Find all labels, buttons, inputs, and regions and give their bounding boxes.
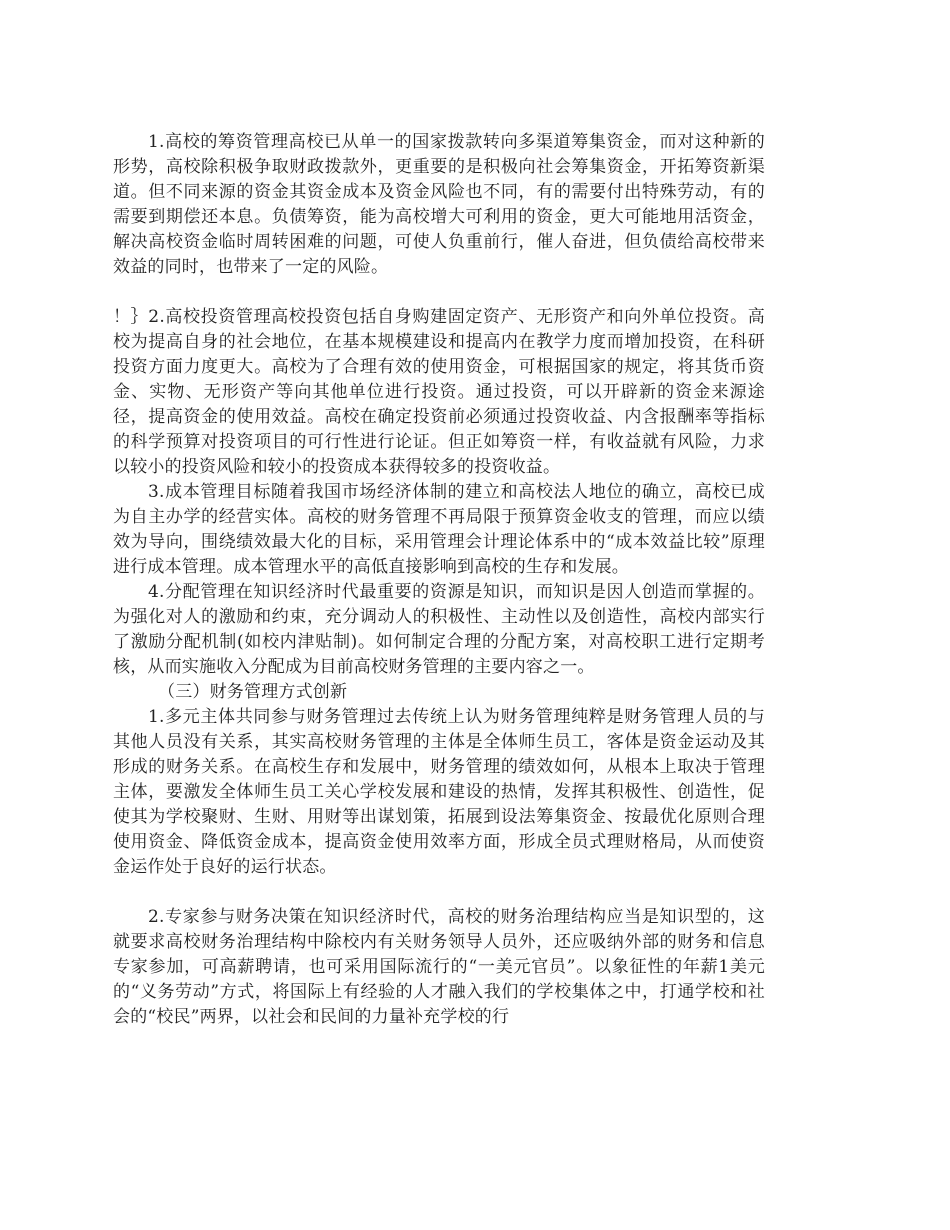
paragraph-multi-subject-participation: 1.多元主体共同参与财务管理过去传统上认为财务管理纯粹是财务管理人员的与其他人员没有关系，其实高校财务管理的主体是全体师生员工，客体是资金运动及其形成的财务关系。在高校生存和发展中，财务管理的绩效如何，从根本上取决于管理主体，要激发全体师生员工关心学校发展和建设的热情，发挥其积极性、创造性，促使其为学校聚财、生财、用财等出谋划策，拓展到设法筹集资金、按最优化原则合理使用资金、降低资金成本，提高资金使用效率方面，形成全员式理财格局，从而使资金运作处于良好的运行状态。 <box>113 707 765 877</box>
paragraph-fundraising-management: 1.高校的筹资管理高校已从单一的国家拨款转向多渠道筹集资金，而对这种新的形势，高校除积极争取财政拨款外，更重要的是积极向社会筹集资金，开拓筹资新渠道。但不同来源的资金其资金成本及资金风险也不同，有的需要付出特殊劳动，有的需要到期偿还本息。负债筹资，能为高校增大可利用的资金，更大可能地用活资金，解决高校资金临时周转困难的问题，可使人负重前行，催人奋进，但负债给高校带来效益的同时，也带来了一定的风险。 <box>113 132 765 277</box>
section-heading-financial-management-innovation: （三）财务管理方式创新 <box>158 682 348 702</box>
paragraph-investment-management: ！｝2.高校投资管理高校投资包括自身购建固定资产、无形资产和向外单位投资。高校为提高自身的社会地位，在基本规模建设和提高内在教学力度而增加投资，在科研投资方面力度更大。高校为了合理有效的使用资金，可根据国家的规定，将其货币资金、实物、无形资产等向其他单位进行投资。通过投资，可以开辟新的资金来源途径，提高资金的使用效益。高校在确定投资前必须通过投资收益、内含报酬率等指标的科学预算对投资项目的可行性进行论证。但正如筹资一样，有收益就有风险，力求以较小的投资风险和较小的投资成本获得较多的投资收益。 <box>113 307 765 477</box>
document-body <box>113 130 765 1030</box>
paragraph-expert-participation: 2.专家参与财务决策在知识经济时代，高校的财务治理结构应当是知识型的，这就要求高校财务治理结构中除校内有关财务领导人员外，还应吸纳外部的财务和信息专家参加，可高薪聘请，也可采用国际流行的“一美元官员”。以象征性的年薪1美元的“义务劳动”方式，将国际上有经验的人才融入我们的学校集体之中，打通学校和社会的“校民”两界，以社会和民间的力量补充学校的行 <box>113 907 765 1027</box>
paragraph-cost-management: 3.成本管理目标随着我国市场经济体制的建立和高校法人地位的确立，高校已成为自主办学的经营实体。高校的财务管理不再局限于预算资金收支的管理，而应以绩效为导向，围绕绩效最大化的目标，采用管理会计理论体系中的“成本效益比较”原理进行成本管理。成本管理水平的高低直接影响到高校的生存和发展。 <box>113 482 765 577</box>
paragraph-distribution-management: 4.分配管理在知识经济时代最重要的资源是知识，而知识是因人创造而掌握的。为强化对人的激励和约束，充分调动人的积极性、主动性以及创造性，高校内部实行了激励分配机制(如校内津贴制)。如何制定合理的分配方案，对高校职工进行定期考核，从而实施收入分配成为目前高校财务管理的主要内容之一。 <box>113 582 765 677</box>
